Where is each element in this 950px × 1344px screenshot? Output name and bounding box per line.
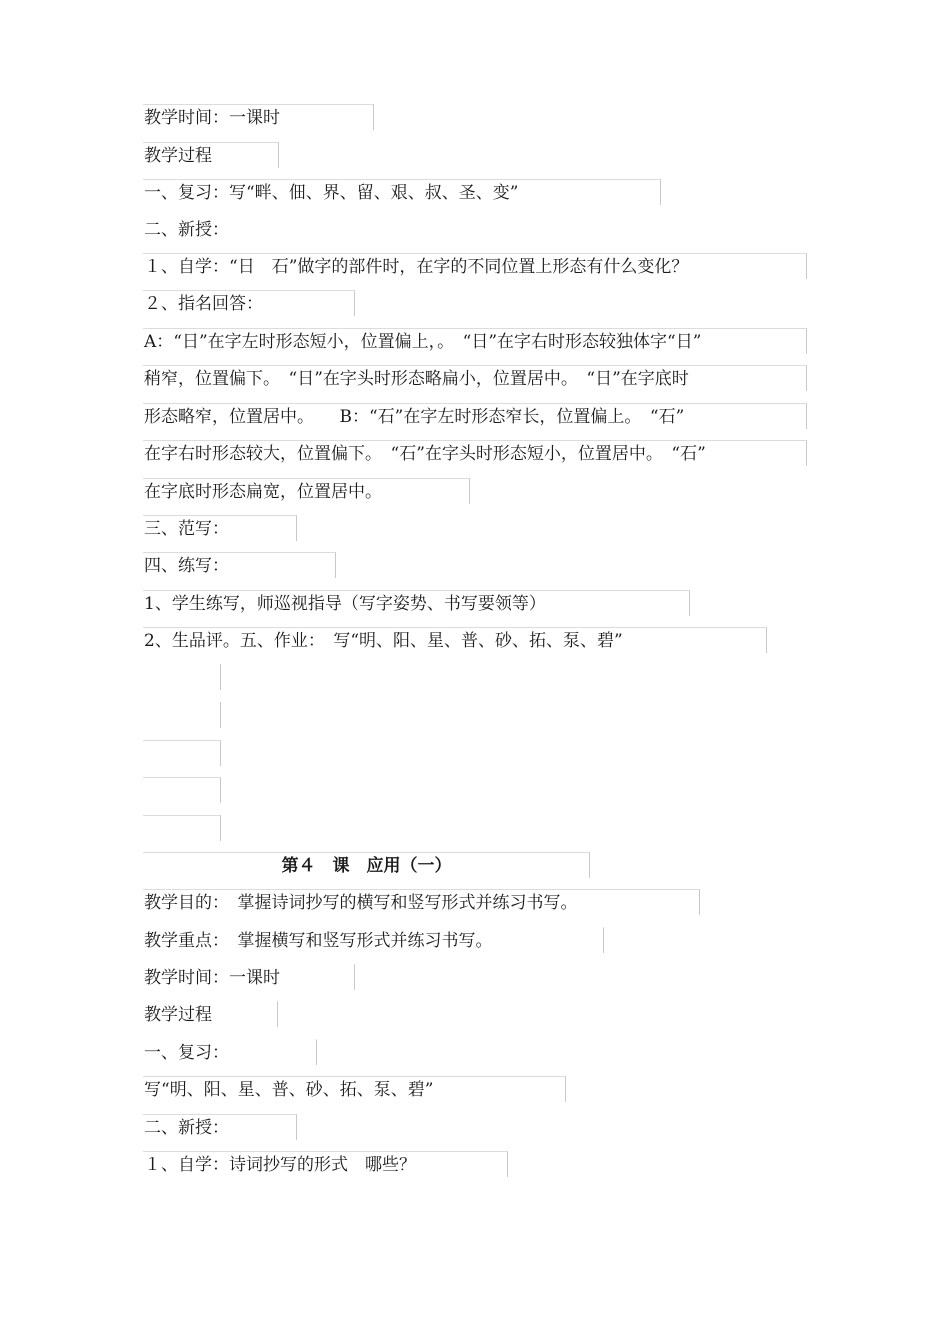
lesson4-goal: 教学目的： 掌握诗词抄写的横写和竖写形式并练习书写。 <box>143 889 700 915</box>
lesson4-new-title: 二、新授： <box>143 1114 297 1140</box>
lesson4-review-content: 写“明、阳、星、普、砂、拓、泵、碧” <box>143 1076 566 1102</box>
lesson4-teaching-time: 教学时间：一课时 <box>143 964 355 990</box>
answer-line-4: 在字右时形态较大，位置偏下。 “石”在字头时形态短小，位置居中。 “石” <box>143 440 807 466</box>
lesson3-review: 一、复习：写“畔、佃、界、留、艰、叔、圣、变” <box>143 179 661 205</box>
lesson4-review-title: 一、复习： <box>143 1039 317 1065</box>
answer-line-1: A：“日”在字左时形态短小，位置偏上，。 “日”在字右时形态较独体字“日” <box>143 328 807 354</box>
lesson3-demo: 三、范写： <box>143 515 297 541</box>
answer-line-3: 形态略窄，位置居中。 B：“石”在字左时形态窄长，位置偏上。 “石” <box>143 403 807 429</box>
lesson3-self-study: １、自学：“日 石”做字的部件时，在字的不同位置上形态有什么变化？ <box>143 253 807 279</box>
answer-line-2: 稍窄，位置偏下。 “日”在字头时形态略扁小，位置居中。 “日”在字底时 <box>143 365 807 391</box>
lesson4-title: 第４ 课 应用（一） <box>143 852 590 878</box>
empty-cell <box>143 740 221 766</box>
lesson3-teaching-time: 教学时间：一课时 <box>143 104 374 130</box>
lesson3-answer-title: ２、指名回答： <box>143 290 355 316</box>
empty-cell <box>143 702 221 728</box>
lesson3-new-title: 二、新授： <box>144 220 229 240</box>
lesson3-practice-1: 1、学生练写，师巡视指导（写字姿势、书写要领等） <box>143 590 690 616</box>
lesson4-self-study: １、自学：诗词抄写的形式 哪些？ <box>143 1151 508 1177</box>
lesson3-practice-2: 2、生品评。五、作业： 写“明、阳、星、普、砂、拓、泵、碧” <box>143 627 767 653</box>
empty-cell <box>143 815 221 841</box>
empty-cell <box>143 777 221 803</box>
lesson4-focus: 教学重点： 掌握横写和竖写形式并练习书写。 <box>143 927 604 953</box>
lesson3-teaching-process: 教学过程 <box>143 142 279 168</box>
lesson4-teaching-process: 教学过程 <box>143 1001 278 1027</box>
answer-line-5: 在字底时形态扁宽，位置居中。 <box>143 478 470 504</box>
empty-cell <box>143 664 221 690</box>
lesson3-practice-title: 四、练写： <box>143 552 336 578</box>
